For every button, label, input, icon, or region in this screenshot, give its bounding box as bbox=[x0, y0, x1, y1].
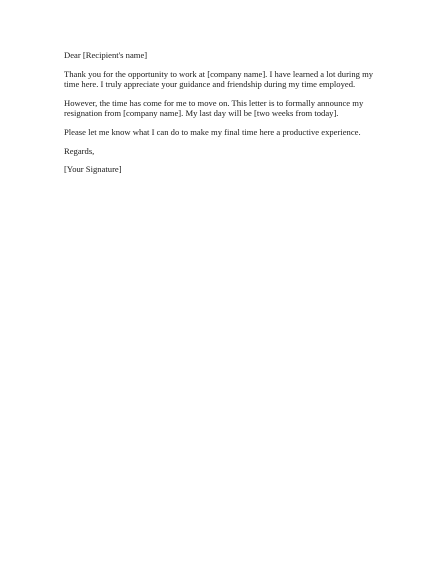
salutation bbox=[64, 50, 384, 61]
paragraph-line: However, the time has come for me to move on. This letter is to formally announce my bbox=[64, 97, 364, 108]
paragraph-line: Thank you for the opportunity to work at [company name]. I have learned a lot during my bbox=[64, 68, 374, 79]
closing-text: Regards, bbox=[64, 145, 95, 156]
signature-text: [Your Signature] bbox=[64, 164, 122, 175]
paragraph-gratitude bbox=[64, 69, 384, 90]
paragraph-line: time here. I truly appreciate your guidance and friendship during my time employed. bbox=[64, 79, 356, 90]
paragraph-announcement bbox=[64, 98, 384, 119]
paragraph-line: Please let me know what I can do to make my final time here a productive experience. bbox=[64, 126, 361, 137]
letter-body bbox=[64, 50, 384, 183]
paragraph-line: resignation from [company name]. My last day will be [two weeks from today]. bbox=[64, 108, 339, 119]
closing bbox=[64, 146, 384, 157]
paragraph-request bbox=[64, 127, 384, 138]
signature bbox=[64, 164, 384, 175]
salutation-text: Dear [Recipient's name] bbox=[64, 50, 148, 60]
